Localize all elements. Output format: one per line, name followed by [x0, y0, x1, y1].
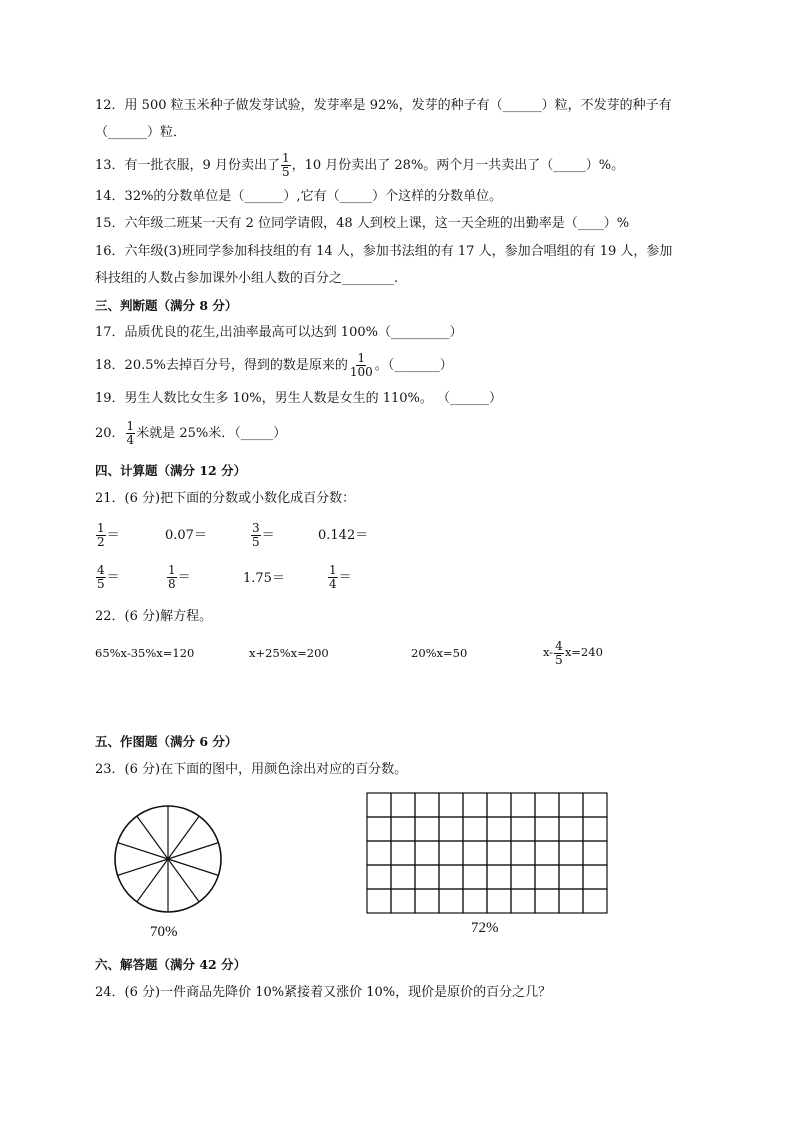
q22-eq4: x- $\frac{4}{5}$ x=240: [543, 638, 603, 667]
grid-cell: [583, 865, 607, 889]
q21-item-e: $\frac{4}{5}$ ＝: [97, 563, 120, 591]
circle-spoke: [168, 859, 218, 875]
q21-item-h: $\frac{1}{4}$ ＝: [329, 563, 352, 591]
q23: 23．(6 分)在下面的图中，用颜色涂出对应的百分数。: [95, 762, 408, 777]
q13-fraction: $\frac{1}{5}$: [281, 151, 290, 179]
grid-cell: [487, 889, 511, 913]
q21-item-f: $\frac{1}{8}$ ＝: [168, 563, 191, 591]
section-4-title: 四、计算题（满分 12 分）: [95, 463, 247, 478]
q12-line2: （______）粒．: [95, 125, 187, 140]
grid-cell: [559, 817, 583, 841]
q21-item-g: 1.75＝: [243, 571, 285, 586]
q21-item-c: $\frac{3}{5}$ ＝: [252, 521, 275, 549]
q21: 21．(6 分)把下面的分数或小数化成百分数：: [95, 491, 356, 506]
circle-spoke: [137, 859, 168, 902]
q15: 15．六年级二班某一天有 2 位同学请假，48 人到校上课，这一天全班的出勤率是（____）%: [95, 216, 630, 231]
circle-caption: 70%: [150, 924, 178, 940]
grid-cell: [415, 841, 439, 865]
grid-cell: [439, 889, 463, 913]
grid-cell: [367, 793, 391, 817]
circle-spoke: [168, 843, 218, 859]
grid-cell: [511, 889, 535, 913]
circle-diagram: [108, 801, 228, 921]
grid-cell: [583, 817, 607, 841]
q16-line2: 科技组的人数占参加课外小组人数的百分之________.: [95, 271, 399, 286]
grid-cell: [391, 793, 415, 817]
q21-item-b: 0.07＝: [165, 528, 207, 543]
grid-cell: [511, 793, 535, 817]
q16-line1: 16．六年级(3)班同学参加科技组的有 14 人，参加书法组的有 17 人，参加合唱组的有 19 人，参加: [95, 244, 673, 259]
grid-diagram: [366, 792, 610, 916]
q22-eq3: 20%x=50: [411, 646, 468, 660]
q22-eq1: 65%x-35%x=120: [95, 646, 195, 660]
grid-cell: [415, 817, 439, 841]
circle-spoke: [168, 859, 199, 902]
q22-eq2: x+25%x=200: [249, 646, 329, 660]
q24: 24．(6 分)一件商品先降价 10%紧接着又涨价 10%，现价是原价的百分之几？: [95, 985, 552, 1000]
grid-cell: [583, 793, 607, 817]
q17: 17．品质优良的花生,出油率最高可以达到 100%（_________）: [95, 325, 463, 340]
grid-cell: [463, 817, 487, 841]
grid-cell: [535, 889, 559, 913]
grid-cell: [415, 865, 439, 889]
grid-cell: [583, 889, 607, 913]
grid-cell: [367, 817, 391, 841]
section-3-title: 三、判断题（满分 8 分）: [95, 298, 238, 313]
grid-cell: [463, 841, 487, 865]
grid-cell: [391, 865, 415, 889]
q21-item-a: $\frac{1}{2}$ ＝: [97, 521, 120, 549]
q18-fraction: $\frac{1}{100}$: [349, 351, 373, 379]
q20: 20． $\frac{1}{4}$ 米就是 25%米．（_____）: [95, 419, 287, 447]
grid-cell: [559, 865, 583, 889]
grid-cell: [367, 889, 391, 913]
grid-cell: [367, 841, 391, 865]
grid-cell: [559, 793, 583, 817]
grid-cell: [439, 793, 463, 817]
grid-lines: [367, 793, 607, 913]
circle-spokes: [118, 806, 219, 912]
grid-cell: [391, 889, 415, 913]
q21-item-d: 0.142＝: [318, 528, 369, 543]
grid-cell: [391, 841, 415, 865]
circle-spoke: [118, 843, 168, 859]
q13: [95, 152, 624, 180]
grid-cell: [535, 793, 559, 817]
circle-spoke: [137, 816, 168, 859]
grid-cell: [511, 817, 535, 841]
q13-pre: 13．有一批衣服，9 月份卖出了: [95, 158, 280, 173]
grid-cell: [415, 889, 439, 913]
grid-cell: [487, 841, 511, 865]
grid-cell: [367, 865, 391, 889]
grid-cell: [487, 865, 511, 889]
grid-cell: [511, 865, 535, 889]
grid-cell: [559, 889, 583, 913]
grid-cell: [535, 817, 559, 841]
q18: 18．20.5%去掉百分号，得到的数是原来的 $\frac{1}{100}$ 。（_______）: [95, 351, 453, 379]
q13-post: ，10 月份卖出了 28%。两个月一共卖出了（_____）%。: [291, 158, 625, 173]
grid-cell: [439, 865, 463, 889]
grid-cell: [463, 889, 487, 913]
q19: 19．男生人数比女生多 10%，男生人数是女生的 110%。 （______）: [95, 391, 502, 406]
grid-cell: [583, 841, 607, 865]
grid-cell: [559, 841, 583, 865]
grid-cell: [535, 841, 559, 865]
q22: 22．(6 分)解方程。: [95, 609, 213, 624]
q14: 14．32%的分数单位是（______）,它有（_____）个这样的分数单位。: [95, 189, 503, 204]
grid-cell: [487, 793, 511, 817]
grid-cell: [415, 793, 439, 817]
section-6-title: 六、解答题（满分 42 分）: [95, 957, 247, 972]
grid-cell: [439, 817, 463, 841]
grid-cell: [463, 793, 487, 817]
q20-fraction: $\frac{1}{4}$: [126, 419, 135, 447]
grid-cell: [511, 841, 535, 865]
grid-cell: [439, 841, 463, 865]
grid-cell: [463, 865, 487, 889]
grid-caption: 72%: [471, 920, 499, 936]
grid-cell: [535, 865, 559, 889]
grid-cell: [391, 817, 415, 841]
circle-spoke: [118, 859, 168, 875]
circle-spoke: [168, 816, 199, 859]
section-5-title: 五、作图题（满分 6 分）: [95, 734, 238, 749]
grid-cell: [487, 817, 511, 841]
q12-line1: 12．用 500 粒玉米种子做发芽试验，发芽率是 92%，发芽的种子有（______）粒，不发芽的种子有: [95, 98, 672, 113]
